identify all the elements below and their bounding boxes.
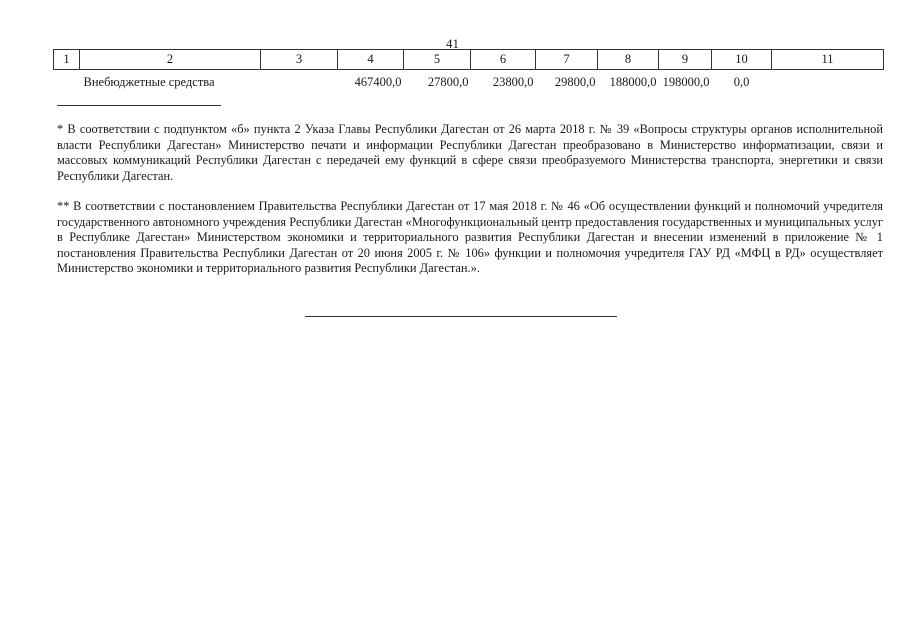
column-header: 2 <box>80 50 261 70</box>
footnote-separator <box>57 105 221 106</box>
table-cell <box>261 70 338 93</box>
table-cell <box>772 70 884 93</box>
page-number: 41 <box>446 36 459 51</box>
budget-table <box>53 49 884 92</box>
column-header: 6 <box>471 50 536 70</box>
table-cell: 27800,0 <box>427 74 469 89</box>
table-cell: 29800,0 <box>554 74 596 89</box>
table-cell: 198000,0 <box>662 74 710 89</box>
table-cell: 23800,0 <box>492 74 534 89</box>
row-label: Внебюджетные средства <box>83 74 215 89</box>
column-header: 10 <box>712 50 772 70</box>
column-header: 4 <box>338 50 404 70</box>
footnotes <box>57 122 883 277</box>
end-rule <box>305 316 617 317</box>
table-row <box>54 70 884 93</box>
table-cell: 188000,0 <box>609 74 657 89</box>
column-header: 11 <box>772 50 884 70</box>
table-cell: 0,0 <box>733 74 750 89</box>
column-header: 8 <box>598 50 659 70</box>
table-header-row <box>54 50 884 70</box>
footnote-2: ** В соответствии с постановлением Правительства Республики Дагестан от 17 мая 2018 г. № 46 «Об осуществлении функций и полномочий учредителя государственного автономного учреждения Республики Дагестан «Многофункциональный центр предоставления государственных и муниципальных услуг в Республике Дагестан» Министерством экономики и территориального развития Республики Дагестан и внесении изменений в приложение № 1 постановления Правительства Республики Дагестан от 20 июня 2005 г. № 106» функции и полномочия учредителя ГАУ РД «МФЦ в РД» осуществляет Министерство экономики и территориального развития Республики Дагестан.». <box>57 199 883 275</box>
column-header: 7 <box>536 50 598 70</box>
table-cell: 467400,0 <box>354 74 402 89</box>
column-header: 5 <box>404 50 471 70</box>
column-header: 9 <box>659 50 712 70</box>
footnote-1: * В соответствии с подпунктом «б» пункта 2 Указа Главы Республики Дагестан от 26 марта 2018 г. № 39 «Вопросы структуры органов исполнительной власти Республики Дагестан» Министерство печати и информации Республики Дагестан преобразовано в Министерство информатизации, связи и массовых коммуникаций Республики Дагестан с передачей ему функций в сфере связи преобразуемого Министерства транспорта, энергетики и связи Республики Дагестан. <box>57 122 883 183</box>
column-header: 1 <box>54 50 80 70</box>
column-header: 3 <box>261 50 338 70</box>
